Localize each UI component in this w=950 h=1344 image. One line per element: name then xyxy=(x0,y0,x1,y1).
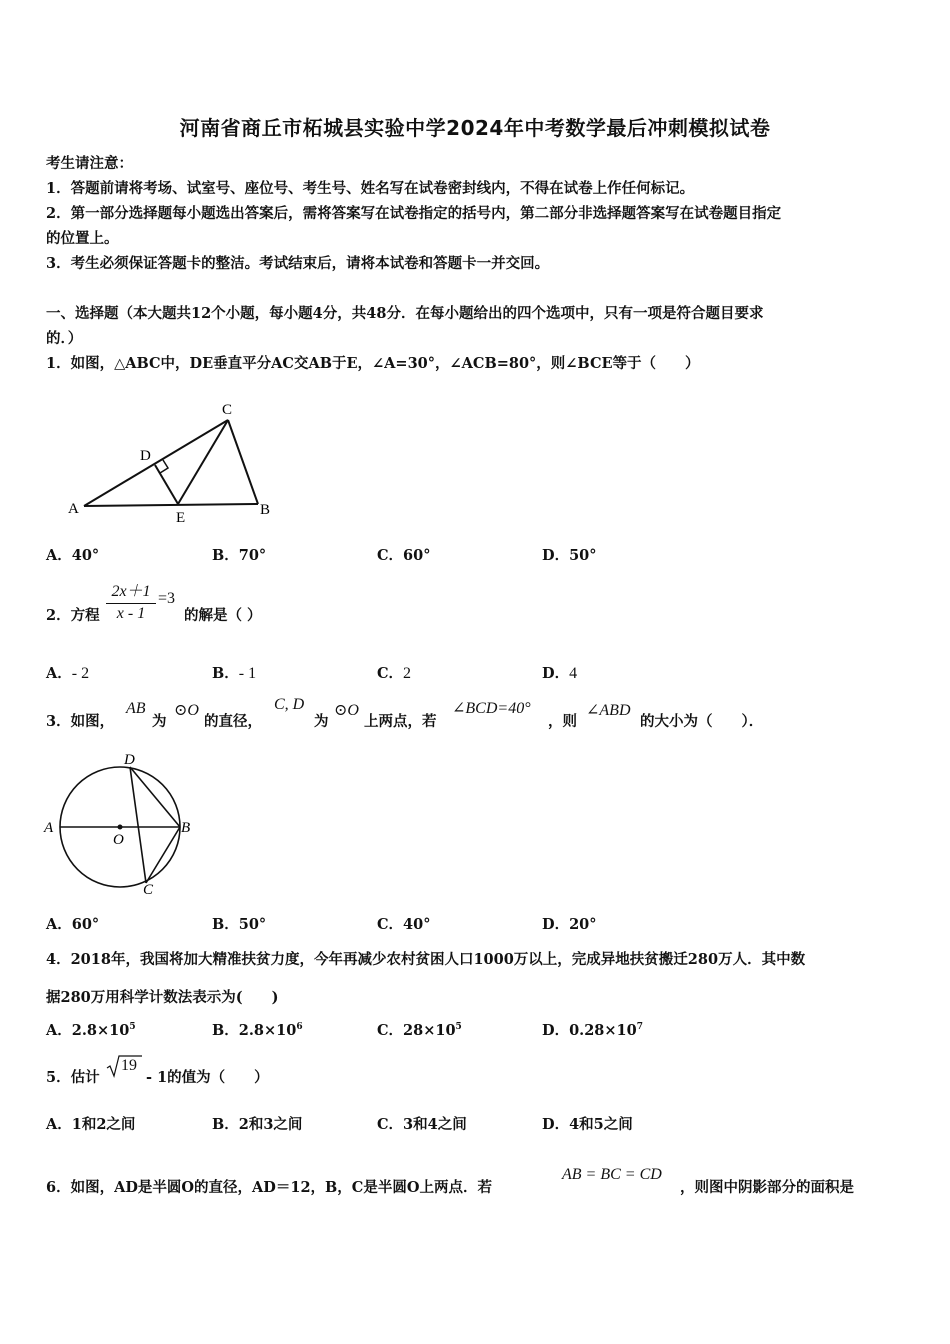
q4-option-d-base: D．0.28×10 xyxy=(542,1022,637,1039)
q3-text-7: 的大小为（ ）． xyxy=(640,713,764,730)
q1-option-a: A．40° xyxy=(46,547,100,564)
segment-ab xyxy=(84,504,258,506)
label-a: A xyxy=(44,820,54,836)
q4-option-a-base: A．2.8×10 xyxy=(46,1022,130,1039)
q1-triangle-figure xyxy=(60,398,290,528)
q1-option-d: D．50° xyxy=(542,547,597,564)
q4-option-a-exp: 5 xyxy=(129,1022,136,1033)
segment-cb xyxy=(228,420,258,504)
q3-text-5: 上两点，若 xyxy=(364,713,437,730)
q2-equals: =3 xyxy=(158,590,176,607)
q2-option-b-letter: B． xyxy=(212,665,239,682)
label-d: D xyxy=(140,448,151,464)
q1-option-c: C．60° xyxy=(377,547,431,564)
q6-text-1: 6．如图，AD是半圆O的直径，AD＝12，B，C是半圆O上两点．若 xyxy=(46,1179,492,1196)
label-a: A xyxy=(68,501,79,517)
segment-ac xyxy=(84,420,228,506)
q1-option-b: B．70° xyxy=(212,547,267,564)
q2-option-d xyxy=(542,662,577,683)
notice-item-2: 2．第一部分选择题每小题选出答案后，需将答案写在试卷指定的括号内，第二部分非选择题答案写在试卷题目指定 xyxy=(46,205,782,222)
q2-fraction xyxy=(106,578,156,623)
q2-option-d-letter: D． xyxy=(542,665,570,682)
notice-item-3: 3．考生必须保证答题卡的整洁。考试结束后，请将本试卷和答题卡一并交回。 xyxy=(46,255,550,272)
label-d: D xyxy=(124,752,135,768)
label-o: O xyxy=(113,832,124,848)
q3-option-d: D．20° xyxy=(542,916,597,933)
q4-option-b-exp: 6 xyxy=(296,1022,303,1033)
q2-option-a xyxy=(46,662,89,683)
q4-stem: 4．2018年，我国将加大精准扶贫力度，今年再减少农村贫困人口1000万以上，完成异地扶贫搬迁280万人．其中数 xyxy=(46,951,806,968)
label-c: C xyxy=(143,882,154,898)
section-heading: 一、选择题（本大题共12个小题，每小题4分，共48分．在每小题给出的四个选项中，只有一项是符合题目要求 xyxy=(46,305,764,322)
q2-option-c-value: 2 xyxy=(403,665,412,682)
q4-option-b-base: B．2.8×10 xyxy=(212,1022,297,1039)
q3-text-4: 为 xyxy=(314,713,329,730)
label-c: C xyxy=(222,402,233,418)
notice-item-1: 1．答题前请将考场、试室号、座位号、考生号、姓名写在试卷密封线内，不得在试卷上作任何标记。 xyxy=(46,180,695,197)
q4-option-a xyxy=(46,1019,136,1040)
q5-option-c: C．3和4之间 xyxy=(377,1116,467,1133)
q3-option-a: A．60° xyxy=(46,916,100,933)
q3-text-6: ，则 xyxy=(548,713,577,730)
q5-option-a: A．1和2之间 xyxy=(46,1116,136,1133)
q3-math-cd: C, D xyxy=(274,696,305,713)
q4-option-d-exp: 7 xyxy=(636,1022,643,1033)
q3-option-b: B．50° xyxy=(212,916,267,933)
label-b: B xyxy=(181,820,191,836)
label-b: B xyxy=(260,502,271,518)
q3-option-c: C．40° xyxy=(377,916,431,933)
notice-item-2-cont: 的位置上。 xyxy=(46,230,119,247)
q4-option-c xyxy=(377,1019,462,1040)
q2-numerator: 2x＋1 xyxy=(106,578,156,604)
q5-option-b: B．2和3之间 xyxy=(212,1116,303,1133)
q6-math-arcs: AB = BC = CD xyxy=(562,1166,662,1183)
q4-option-c-base: C．28×10 xyxy=(377,1022,456,1039)
label-e: E xyxy=(176,510,186,526)
q5-prefix: 5．估计 xyxy=(46,1069,100,1086)
notice-heading: 考生请注意： xyxy=(46,155,133,172)
q4-option-c-exp: 5 xyxy=(455,1022,462,1033)
q3-text-2: 为 xyxy=(152,713,167,730)
q2-option-d-value: 4 xyxy=(569,665,578,682)
section-heading-cont: 的．） xyxy=(46,330,83,347)
q1-stem: 1．如图，△ABC中，DE垂直平分AC交AB于E，∠A=30°，∠ACB=80°，则∠BCE等于（ ） xyxy=(46,355,700,372)
q6-text-2: ，则图中阴影部分的面积是 xyxy=(680,1179,854,1196)
q2-option-c-letter: C． xyxy=(377,665,404,682)
page-title: 河南省商丘市柘城县实验中学2024年中考数学最后冲刺模拟试卷 xyxy=(179,116,771,140)
q3-math-circle-o: ⊙O xyxy=(174,702,199,719)
q3-text-3: 的直径， xyxy=(204,713,262,730)
right-angle-mark xyxy=(160,460,168,473)
q2-option-b xyxy=(212,662,256,683)
segment-ce xyxy=(178,420,228,504)
q5-radicand: 19 xyxy=(121,1057,137,1074)
center-dot xyxy=(118,825,123,830)
q5-option-d: D．4和5之间 xyxy=(542,1116,633,1133)
q3-math-ab: AB xyxy=(126,700,146,717)
q2-denominator: x - 1 xyxy=(116,605,146,622)
segment-de xyxy=(155,465,178,504)
q4-option-d xyxy=(542,1019,643,1040)
q3-math-circle-o-2: ⊙O xyxy=(334,702,359,719)
q2-option-c xyxy=(377,662,411,683)
q3-text-1: 3．如图， xyxy=(46,713,115,730)
q2-prefix: 2．方程 xyxy=(46,607,100,624)
q2-option-a-letter: A． xyxy=(46,665,72,682)
chord-cb xyxy=(146,827,180,883)
q3-circle-figure xyxy=(40,748,210,900)
q4-option-b xyxy=(212,1019,303,1040)
q5-suffix: - 1的值为（ ） xyxy=(146,1069,269,1086)
q2-option-b-value: - 1 xyxy=(238,665,257,682)
q3-math-angle-bcd: ∠BCD=40° xyxy=(452,700,531,717)
q2-suffix: 的解是（ ） xyxy=(184,607,262,624)
q3-math-angle-abd: ∠ABD xyxy=(586,702,631,719)
q2-option-a-value: - 2 xyxy=(71,665,90,682)
q4-stem-cont: 据280万用科学计数法表示为( ) xyxy=(46,989,279,1006)
